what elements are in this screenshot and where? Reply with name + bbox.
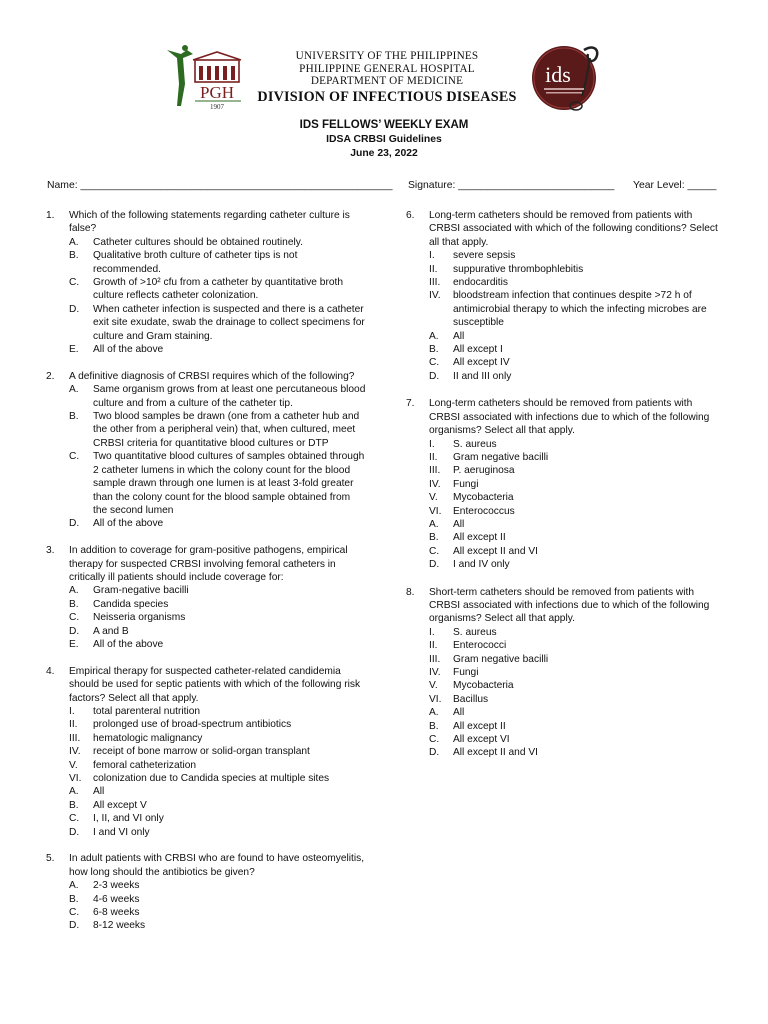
option-label: VI. <box>69 773 82 785</box>
option-label: A. <box>69 236 79 248</box>
answer-option[interactable] <box>406 289 720 329</box>
option-label: A. <box>429 707 439 719</box>
svg-text:ids: ids <box>545 62 571 87</box>
option-text: Gram negative bacilli <box>453 451 549 463</box>
option-text: Same organism grows from at least one percutaneous blood culture and from a culture of the catheter tip. <box>93 384 366 409</box>
exam-date: June 23, 2022 <box>350 148 418 159</box>
option-text: S. aureus <box>453 438 497 450</box>
option-label: IV. <box>429 667 441 678</box>
option-text: 8-12 weeks <box>93 920 146 932</box>
option-text: colonization due to Candida species at multiple sites <box>93 773 330 785</box>
option-text: A and B <box>93 625 129 637</box>
questions-right-column <box>406 209 720 773</box>
option-text: Gram negative bacilli <box>453 653 549 665</box>
option-text: I and VI only <box>93 826 150 838</box>
question-text: A definitive diagnosis of CRBSI requires which of the following? <box>69 370 355 382</box>
signature-field[interactable]: Signature: ___________________________ <box>408 180 615 191</box>
answer-option[interactable] <box>46 410 366 450</box>
answer-option[interactable] <box>46 303 366 343</box>
answer-option[interactable] <box>46 812 366 825</box>
name-field[interactable]: Name: ______________________________________________________ <box>47 180 393 191</box>
option-label: III. <box>429 465 441 477</box>
option-label: E. <box>69 344 79 356</box>
question-text: In addition to coverage for gram-positive pathogens, empirical therapy for suspected CRBSI involving femoral catheters in critically ill patients should include coverage for: <box>69 545 348 583</box>
option-label: I. <box>429 626 435 638</box>
option-text: All except I <box>453 344 503 356</box>
option-text: All of the above <box>93 518 164 530</box>
answer-option[interactable] <box>46 584 366 597</box>
question-6 <box>406 209 720 383</box>
ids-logo <box>528 40 604 114</box>
question-text: Which of the following statements regarding catheter culture is false? <box>69 210 350 235</box>
option-text: 4-6 weeks <box>93 893 140 905</box>
question-8 <box>406 586 720 760</box>
option-label: C. <box>69 612 80 624</box>
option-label: D. <box>69 826 80 838</box>
option-label: A. <box>429 330 439 342</box>
answer-option[interactable] <box>406 706 720 719</box>
option-text: Candida species <box>93 598 169 610</box>
option-label: C. <box>429 545 440 557</box>
question-7 <box>406 397 720 571</box>
option-label: D. <box>69 303 80 315</box>
option-text: Qualitative broth culture of catheter tips is not recommended. <box>93 250 298 275</box>
answer-option[interactable] <box>406 451 720 464</box>
option-text: hematologic malignancy <box>93 732 203 744</box>
answer-option[interactable] <box>46 638 366 651</box>
option-text: All <box>453 518 465 530</box>
option-text: All of the above <box>93 344 164 356</box>
option-text: receipt of bone marrow or solid-organ transplant <box>93 746 310 758</box>
question-stem <box>46 665 366 705</box>
question-number: 4. <box>46 665 55 677</box>
questions-left-column <box>46 209 366 946</box>
option-text: Gram-negative bacilli <box>93 585 189 597</box>
option-label: I. <box>69 705 75 717</box>
answer-option[interactable] <box>406 679 720 692</box>
answer-option[interactable] <box>406 343 720 356</box>
option-label: I. <box>429 250 435 262</box>
answer-option[interactable] <box>46 785 366 798</box>
option-text: II and III only <box>453 370 512 382</box>
option-text: total parenteral nutrition <box>93 705 201 717</box>
answer-option[interactable] <box>406 330 720 343</box>
option-label: I. <box>429 438 435 450</box>
answer-option[interactable] <box>406 733 720 746</box>
option-label: III. <box>69 732 81 744</box>
option-label: C. <box>69 451 80 463</box>
option-text: All except II and VI <box>453 747 538 759</box>
option-text: Bacillus <box>453 693 489 705</box>
question-text: In adult patients with CRBSI who are found to have osteomyelitis, how long should the antibiotics be given? <box>69 853 365 878</box>
option-text: suppurative thrombophlebitis <box>453 263 584 275</box>
answer-option[interactable] <box>46 879 366 892</box>
answer-option[interactable] <box>406 626 720 639</box>
option-label: II. <box>429 451 438 463</box>
option-text: Two blood samples be drawn (one from a catheter hub and the other from a peripheral vein) that, when cultured, meet CRBSI criteria for quantitative blood cultures or DTP <box>93 411 360 449</box>
option-label: II. <box>429 640 438 652</box>
option-text: All <box>93 786 105 798</box>
question-number: 6. <box>406 210 415 221</box>
option-text: Two quantitative blood cultures of samples obtained through 2 catheter lumens in which the colony count for the blood sample drawn through one lumen is at least 3-fold greater than the colony count for the blood sample obtained from the second lumen <box>93 451 365 516</box>
answer-option[interactable] <box>406 478 720 491</box>
institution-block <box>252 50 522 106</box>
answer-option[interactable] <box>46 517 366 530</box>
svg-text:1907: 1907 <box>210 103 224 110</box>
answer-option[interactable] <box>46 611 366 624</box>
question-text: Long-term catheters should be removed from patients with CRBSI associated with infections due to which of the following organisms? Select all that apply. <box>429 398 710 437</box>
answer-option[interactable] <box>406 438 720 451</box>
year-level-field[interactable]: Year Level: _____ <box>633 180 717 191</box>
answer-option[interactable] <box>46 450 366 517</box>
option-text: prolonged use of broad-spectrum antibiotics <box>93 719 292 731</box>
question-text: Empirical therapy for suspected catheter-related candidemia should be used for septic patients with which of the following risk factors? Select all that apply. <box>69 665 361 704</box>
option-label: A. <box>429 518 439 530</box>
option-label: A. <box>69 384 79 396</box>
option-text: endocarditis <box>453 277 508 289</box>
answer-option[interactable] <box>406 518 720 531</box>
exam-subtitle: IDSA CRBSI Guidelines <box>326 134 442 145</box>
option-text: All <box>453 330 465 342</box>
question-1 <box>46 209 366 356</box>
answer-option[interactable] <box>46 906 366 919</box>
option-label: D. <box>429 370 440 382</box>
department-name: DEPARTMENT OF MEDICINE <box>310 75 464 87</box>
answer-option[interactable] <box>406 720 720 733</box>
option-label: B. <box>429 532 439 544</box>
answer-option[interactable] <box>46 343 366 356</box>
question-number: 3. <box>46 545 55 557</box>
option-label: II. <box>429 263 438 275</box>
exam-title: IDS FELLOWS’ WEEKLY EXAM <box>299 119 469 131</box>
option-text: All except II <box>453 532 506 544</box>
option-text: Fungi <box>453 667 479 678</box>
option-label: II. <box>69 719 78 731</box>
option-text: All except II and VI <box>453 545 538 557</box>
question-5 <box>46 852 366 932</box>
option-text: Mycobacteria <box>453 680 514 692</box>
division-name: DIVISION OF INFECTIOUS DISEASES <box>257 88 517 105</box>
question-stem <box>406 209 720 249</box>
option-label: C. <box>429 734 440 746</box>
answer-option[interactable] <box>46 772 366 785</box>
answer-option[interactable] <box>406 639 720 652</box>
answer-option[interactable] <box>406 693 720 706</box>
option-label: VI. <box>429 505 442 517</box>
option-label: VI. <box>429 693 442 705</box>
option-text: S. aureus <box>453 626 497 638</box>
answer-option[interactable] <box>406 558 720 571</box>
answer-option[interactable] <box>46 893 366 906</box>
option-label: D. <box>429 559 440 571</box>
question-number: 5. <box>46 853 55 865</box>
option-text: When catheter infection is suspected and there is a catheter exit site exudate, swab the drainage to collect specimens for culture and Gram staining. <box>93 303 365 342</box>
option-label: III. <box>429 653 441 665</box>
answer-option[interactable] <box>406 370 720 383</box>
option-label: D. <box>69 920 80 932</box>
option-label: D. <box>429 747 440 759</box>
hospital-name: PHILIPPINE GENERAL HOSPITAL <box>299 62 475 75</box>
option-label: IV. <box>69 746 81 758</box>
answer-option[interactable] <box>46 745 366 758</box>
question-text: Short-term catheters should be removed from patients with CRBSI associated with infections due to which of the following organisms? Select all that apply. <box>429 586 710 625</box>
answer-option[interactable] <box>406 464 720 477</box>
question-number: 7. <box>406 398 415 410</box>
option-label: B. <box>429 720 439 732</box>
option-text: All except IV <box>453 357 510 369</box>
answer-option[interactable] <box>406 263 720 276</box>
option-label: D. <box>69 518 80 530</box>
answer-option[interactable] <box>406 531 720 544</box>
option-text: I, II, and VI only <box>93 813 164 825</box>
option-text: I and IV only <box>453 559 510 571</box>
option-label: C. <box>69 813 80 825</box>
option-text: All <box>453 707 465 719</box>
answer-option[interactable] <box>46 598 366 611</box>
option-text: Growth of >10² cfu from a catheter by quantitative broth culture reflects catheter colonization. <box>93 277 344 302</box>
answer-option[interactable] <box>46 759 366 772</box>
option-label: V. <box>69 759 78 771</box>
option-text: Enterococcus <box>453 505 515 517</box>
question-number: 2. <box>46 370 55 382</box>
answer-option[interactable] <box>406 666 720 679</box>
option-label: C. <box>69 907 80 919</box>
option-label: B. <box>69 799 79 811</box>
question-number: 8. <box>406 586 415 598</box>
answer-option[interactable] <box>406 545 720 558</box>
answer-option[interactable] <box>46 919 366 932</box>
question-number: 1. <box>46 210 55 221</box>
answer-option[interactable] <box>406 249 720 262</box>
answer-option[interactable] <box>46 625 366 638</box>
question-stem <box>46 209 366 236</box>
answer-option[interactable] <box>46 718 366 731</box>
option-text: severe sepsis <box>453 250 516 262</box>
question-stem <box>406 397 720 437</box>
option-text: bloodstream infection that continues despite >72 h of antimicrobial therapy to which the infecting microbes are susceptible <box>453 290 707 329</box>
option-label: D. <box>69 625 80 637</box>
option-text: P. aeruginosa <box>453 465 515 477</box>
question-stem <box>46 852 366 879</box>
option-label: V. <box>429 680 438 692</box>
exam-title-block <box>0 118 768 161</box>
option-text: Catheter cultures should be obtained routinely. <box>93 236 303 248</box>
option-label: A. <box>69 880 79 892</box>
option-label: III. <box>429 277 441 289</box>
answer-option[interactable] <box>406 746 720 759</box>
option-text: femoral catheterization <box>93 759 197 771</box>
option-text: All except VI <box>453 734 510 746</box>
option-label: B. <box>429 344 439 356</box>
question-3 <box>46 544 366 651</box>
option-label: C. <box>429 357 440 369</box>
answer-option[interactable] <box>46 249 366 276</box>
option-label: B. <box>69 598 79 610</box>
option-text: All except V <box>93 799 147 811</box>
option-text: 2-3 weeks <box>93 880 140 892</box>
question-text: Long-term catheters should be removed from patients with CRBSI associated with which of the following conditions? Select all that apply. <box>429 210 718 248</box>
option-label: IV. <box>429 478 441 490</box>
university-name: UNIVERSITY OF THE PHILIPPINES <box>295 50 479 62</box>
svg-text:PGH: PGH <box>199 83 235 102</box>
answer-option[interactable] <box>406 505 720 518</box>
option-label: V. <box>429 492 438 504</box>
letterhead <box>0 0 768 120</box>
option-label: C. <box>69 277 80 289</box>
question-stem <box>46 544 366 584</box>
question-stem <box>46 370 366 383</box>
answer-option[interactable] <box>46 383 366 410</box>
option-text: Fungi <box>453 478 479 490</box>
option-text: Neisseria organisms <box>93 612 186 624</box>
option-text: Enterococci <box>453 640 507 652</box>
option-label: B. <box>69 411 79 423</box>
question-4 <box>46 665 366 839</box>
option-text: Mycobacteria <box>453 492 514 504</box>
question-2 <box>46 370 366 531</box>
answer-option[interactable] <box>406 356 720 369</box>
option-label: E. <box>69 638 79 650</box>
answer-option[interactable] <box>406 276 720 289</box>
option-text: 6-8 weeks <box>93 907 140 919</box>
answer-option[interactable] <box>406 491 720 504</box>
option-text: All except II <box>453 720 506 732</box>
option-label: A. <box>69 585 79 597</box>
answer-option[interactable] <box>46 732 366 745</box>
answer-option[interactable] <box>46 799 366 812</box>
answer-option[interactable] <box>46 705 366 718</box>
pgh-logo <box>163 44 249 110</box>
answer-option[interactable] <box>46 276 366 303</box>
answer-option[interactable] <box>46 826 366 839</box>
option-text: All of the above <box>93 638 164 650</box>
option-label: B. <box>69 893 79 905</box>
option-label: IV. <box>429 290 441 302</box>
option-label: A. <box>69 786 79 798</box>
question-stem <box>406 586 720 626</box>
answer-option[interactable] <box>46 236 366 249</box>
option-label: B. <box>69 250 79 262</box>
answer-option[interactable] <box>406 653 720 666</box>
